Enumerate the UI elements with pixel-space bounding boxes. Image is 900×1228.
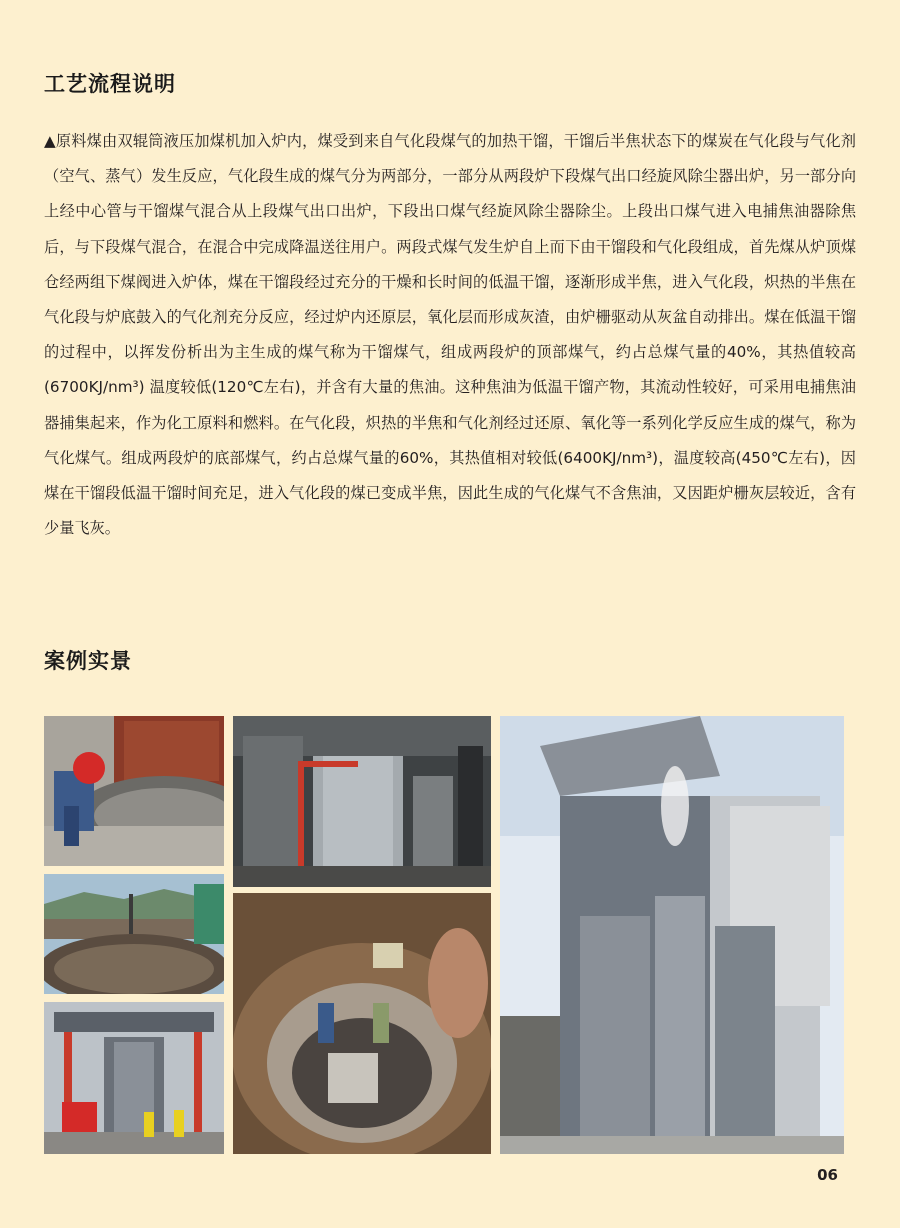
section-title-process: 工艺流程说明 bbox=[44, 72, 176, 96]
photo-tower-building bbox=[500, 716, 844, 1154]
page-number: 06 bbox=[817, 1166, 838, 1184]
photo-outdoor-site bbox=[44, 874, 224, 994]
photo-furnace-inside bbox=[233, 893, 491, 1154]
photo-steel-structure bbox=[44, 1002, 224, 1154]
section-title-cases: 案例实景 bbox=[44, 649, 132, 673]
photo-interior-pipes bbox=[233, 716, 491, 887]
photo-worker-red-helmet bbox=[44, 716, 224, 866]
process-description: ▲原料煤由双辊筒液压加煤机加入炉内，煤受到来自气化段煤气的加热干馏，干馏后半焦状态下的煤炭在气化段与气化剂（空气、蒸气）发生反应，气化段生成的煤气分为两部分，一部分从两段炉下段煤气出口经旋风除尘器出炉，另一部分向上经中心管与干馏煤气混合从上段煤气出口出炉，下段出口煤气经旋风除尘器除尘。上段出口煤气进入电捕焦油器除焦后，与下段煤气混合，在混合中完成降温送往用户。两段式煤气发生炉自上而下由干馏段和气化段组成，首先煤从炉顶煤仓经两组下煤阀进入炉体，煤在干馏段经过充分的干燥和长时间的低温干馏，逐渐形成半焦，进入气化段，炽热的半焦在气化段与炉底鼓入的气化剂充分反应，经过炉内还原层，氧化层而形成灰渣，由炉栅驱动从灰盆自动排出。煤在低温干馏的过程中，以挥发份析出为主生成的煤气称为干馏煤气，组成两段炉的顶部煤气，约占总煤气量的40%，其热值较高(6700KJ/nm³) 温度较低(120℃左右)，并含有大量的焦油。这种焦油为低温干馏产物，其流动性较好，可采用电捕焦油器捕集起来，作为化工原料和燃料。在气化段，炽热的半焦和气化剂经过还原、氧化等一系列化学反应生成的煤气，称为气化煤气。组成两段炉的底部煤气，约占总煤气量的60%，其热值相对较低(6400KJ/nm³)，温度较高(450℃左右)，因煤在干馏段低温干馏时间充足，进入气化段的煤已变成半焦，因此生成的气化煤气不含焦油，又因距炉栅灰层较近，含有少量飞灰。 bbox=[44, 132, 856, 538]
